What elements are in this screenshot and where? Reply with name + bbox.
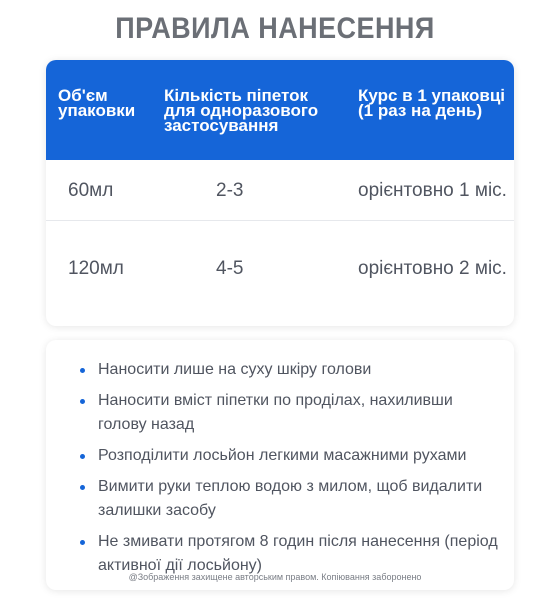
bullet-icon xyxy=(80,485,85,490)
list-item xyxy=(98,358,498,382)
header-pipettes: Кількість піпеток для одноразового застосування xyxy=(164,86,319,135)
page-title: ПРАВИЛА НАНЕСЕННЯ xyxy=(115,12,435,45)
dosage-table xyxy=(46,60,514,326)
header-volume: Об'єм упаковки xyxy=(58,86,136,120)
instruction-text: Не змивати протягом 8 годин після нанесення (період активної дії лосьйону) xyxy=(98,533,498,574)
list-item xyxy=(98,389,498,437)
instruction-text: Вимити руки теплою водою з милом, щоб видалити залишки засобу xyxy=(98,478,483,519)
cell-volume: 120мл xyxy=(68,258,124,279)
instructions-list xyxy=(98,358,498,585)
instruction-text: Розподілити лосьйон легкими масажними рухами xyxy=(98,447,467,464)
cell-course: орієнтовно 1 міс. xyxy=(358,180,507,201)
instruction-text: Наносити лише на суху шкіру голови xyxy=(98,361,372,378)
bullet-icon xyxy=(80,368,85,373)
table-header xyxy=(46,60,514,160)
bullet-icon xyxy=(80,540,85,545)
header-course: Курс в 1 упаковці (1 раз на день) xyxy=(358,86,505,120)
cell-pipettes: 4-5 xyxy=(216,258,244,279)
table-row xyxy=(46,238,514,298)
bullet-icon xyxy=(80,454,85,459)
instruction-text: Наносити вміст піпетки по проділах, нахиливши голову назад xyxy=(98,392,453,433)
list-item xyxy=(98,530,498,578)
copyright-notice: @Зображення захищене авторським правом. Копіювання заборонено xyxy=(128,572,422,582)
list-item xyxy=(98,444,498,468)
cell-volume: 60мл xyxy=(68,180,114,201)
bullet-icon xyxy=(80,399,85,404)
cell-pipettes: 2-3 xyxy=(216,180,244,201)
cell-course: орієнтовно 2 міс. xyxy=(358,258,507,279)
instructions-card xyxy=(46,340,514,590)
table-row xyxy=(46,160,514,221)
list-item xyxy=(98,475,498,523)
